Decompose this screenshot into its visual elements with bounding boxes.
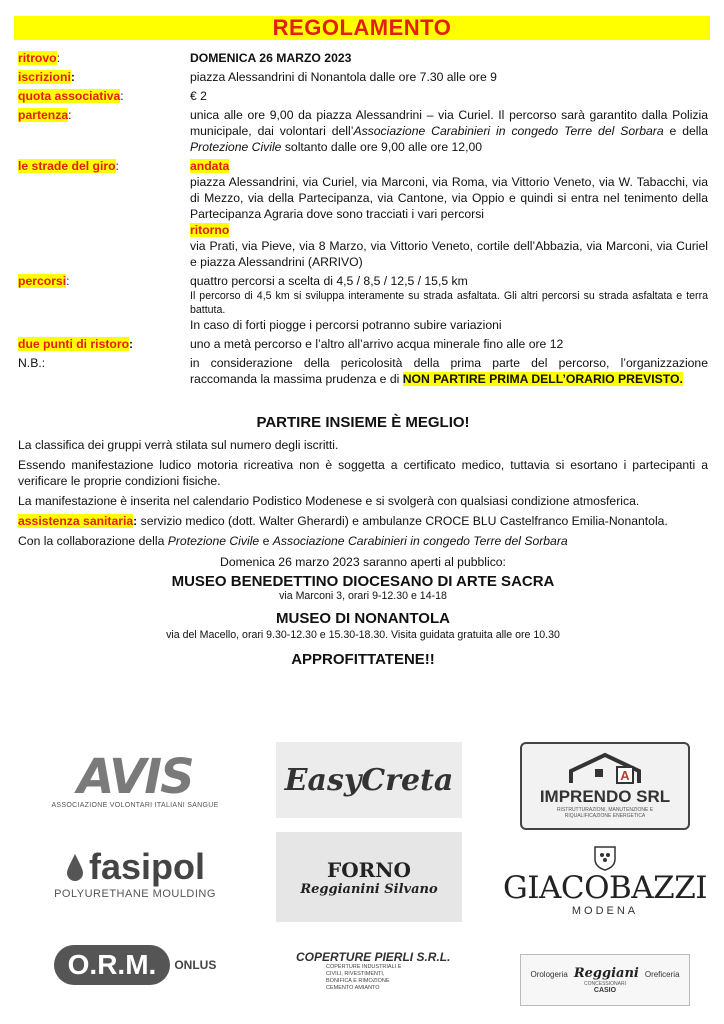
house-icon <box>565 753 645 787</box>
easycreta-logo-text: EasyCreta <box>284 762 454 798</box>
row-ristoro: due punti di ristoro: uno a metà percorso e l’altro all’arrivo acqua minerale fino alle ore 12 <box>18 336 708 352</box>
value-nb: in considerazione della pericolosità della prima parte del percorso, l’organizzazione raccomanda la massima prudenza e di NON PARTIRE PRIMA DELL’ORARIO PREVISTO. <box>190 356 708 386</box>
logo-easycreta <box>276 742 462 818</box>
drop-icon <box>65 852 85 882</box>
text-ritorno: via Prati, via Pieve, via 8 Marzo, via Vittorio Veneto, cortile dell’Abbazia, via Marconi, via Curiel e piazza Alessandrini (ARRIVO) <box>190 239 708 269</box>
grape-crest-icon <box>593 845 617 871</box>
value-iscrizioni: piazza Alessandrini di Nonantola dalle ore 7.30 alle ore 9 <box>190 70 497 84</box>
value-percorsi: quattro percorsi a scelta di 4,5 / 8,5 / 12,5 / 15,5 km Il percorso di 4,5 km si sviluppa interamente su strada asfaltata. Gli altri percorsi su strada asfaltata e terra battuta. In caso di forti piogge i percorsi potranno subire variazioni <box>190 274 708 332</box>
text-andata: piazza Alessandrini, via Curiel, via Marconi, via Roma, via Vittorio Veneto, via W. Tabacchi, via di Mezzo, via della Partecipanza, via Cantone, via Oppio e quindi si entra nel tenimento della Partecipanza Agraria dove sono tracciati i vari percorsi <box>190 175 708 221</box>
logo-fasipol <box>40 838 230 908</box>
title-banner <box>14 16 710 40</box>
logo-avis <box>40 742 230 818</box>
imprendo-logo-text: IMPRENDO SRL <box>539 787 671 806</box>
label-ritrovo: ritrovo <box>18 51 57 65</box>
giacobazzi-sub-text: MODENA <box>571 905 639 917</box>
museums-intro: Domenica 26 marzo 2023 saranno aperti al pubblico: <box>220 555 506 569</box>
value-strade <box>190 158 708 270</box>
pierli-lines: COPERTURE INDUSTRIALI E CIVILI, RIVESTIMENTI, BONIFICA E RIMOZIONE CEMENTO AMIANTO <box>326 964 402 991</box>
paragraph-collaborazione: Con la collaborazione della Protezione Civile e Associazione Carabinieri in congedo Terre del Sorbara <box>18 534 568 548</box>
logo-orm <box>40 930 230 1000</box>
forno-sub-text: Reggianini Silvano <box>300 881 438 897</box>
forno-logo-text: FORNO <box>327 857 411 882</box>
value-ritrovo: DOMENICA 26 MARZO 2023 <box>190 51 352 65</box>
row-nb <box>18 355 708 387</box>
museum-2-title: MUSEO DI NONANTOLA <box>276 610 450 627</box>
paragraph-calendario: La manifestazione è inserita nel calendario Podistico Modenese e si svolgerà con qualsiasi condizione atmosferica. <box>18 494 640 508</box>
paragraph-certificato: Essendo manifestazione ludico motoria ricreativa non è soggetta a certificato medico, tuttavia si esortano i partecipanti a verificare le proprie condizioni fisiche. <box>18 458 708 488</box>
label-partenza: partenza <box>18 108 69 122</box>
row-ritrovo: ritrovo: DOMENICA 26 MARZO 2023 <box>18 50 708 66</box>
fasipol-tagline: POLYURETHANE MOULDING <box>54 888 216 900</box>
label-andata: andata <box>190 159 230 173</box>
rules-list <box>18 50 708 390</box>
label-strade: le strade del giro <box>18 159 116 173</box>
museum-2-info: via del Macello, orari 9.30-12.30 e 15.30-18.30. Visita guidata gratuita alle ore 10.30 <box>166 629 560 641</box>
label-quota: quota associativa <box>18 89 121 103</box>
logo-imprendo <box>520 742 690 830</box>
row-iscrizioni: iscrizioni: piazza Alessandrini di Nonantola dalle ore 7.30 alle ore 9 <box>18 69 708 85</box>
cta-text: APPROFITTATENE!! <box>291 651 435 668</box>
pierli-logo-text: COPERTURE PIERLI S.R.L. <box>296 950 451 964</box>
reggiani-logo-text: Reggiani <box>573 966 639 981</box>
logo-forno <box>276 832 462 922</box>
paragraph-assistenza: assistenza sanitaria: servizio medico (dott. Walter Gherardi) e ambulanze CROCE BLU Castelfranco Emilia-Nonantola. <box>18 514 668 528</box>
logo-pierli <box>276 936 466 1006</box>
avis-tagline: ASSOCIAZIONE VOLONTARI ITALIANI SANGUE <box>51 801 219 809</box>
svg-text:A: A <box>620 768 630 783</box>
label-nb: N.B.: <box>18 356 46 370</box>
logo-giacobazzi <box>502 838 708 924</box>
warning-highlight: NON PARTIRE PRIMA DELL’ORARIO PREVISTO. <box>402 372 683 386</box>
value-ristoro: uno a metà percorso e l’altro all’arrivo acqua minerale fino alle ore 12 <box>190 337 564 351</box>
orm-sub-text: ONLUS <box>174 958 217 972</box>
paragraph-classifica: La classifica dei gruppi verrà stilata sul numero degli iscritti. <box>18 438 339 452</box>
row-quota: quota associativa: € 2 <box>18 88 708 104</box>
label-ritorno: ritorno <box>190 223 230 237</box>
avis-logo-text: AVIS <box>77 748 193 805</box>
info-section <box>18 414 708 668</box>
imprendo-tagline: RISTRUTTURAZIONI, MANUTENZIONE E RIQUALIFICAZIONE ENERGETICA <box>556 807 654 819</box>
value-quota: € 2 <box>190 89 207 103</box>
row-partenza: partenza: unica alle ore 9,00 da piazza Alessandrini – via Curiel. Il percorso sarà garantito dalla Polizia municipale, dai volontari dell’Associazione Carabinieri in congedo Terre del Sorbara e della Protezione Civile soltanto dalle ore 9,00 alle ore 12,00 <box>18 108 708 154</box>
label-percorsi: percorsi <box>18 274 67 288</box>
museum-1-info: via Marconi 3, orari 9-12.30 e 14-18 <box>279 590 447 602</box>
label-ristoro: due punti di ristoro <box>18 337 130 351</box>
value-partenza: unica alle ore 9,00 da piazza Alessandrini – via Curiel. Il percorso sarà garantito dalla Polizia municipale, dai volontari dell’Associazione Carabinieri in congedo Terre del Sorbara e della Protezione Civile soltanto dalle ore 9,00 alle ore 12,00 <box>190 108 708 154</box>
label-iscrizioni: iscrizioni <box>18 70 71 84</box>
row-percorsi: percorsi: quattro percorsi a scelta di 4,5 / 8,5 / 12,5 / 15,5 km Il percorso di 4,5 km si sviluppa interamente su strada asfaltata. Gli altri percorsi su strada asfaltata e terra battuta. In caso di forti piogge i percorsi potranno subire variazioni <box>18 274 708 332</box>
logo-reggiani: Orologeria Reggiani Oreficeria CONCESSIONARI CASIO <box>520 954 690 1006</box>
orm-logo-text: O.R.M. <box>54 945 171 985</box>
museum-1-title: MUSEO BENEDETTINO DIOCESANO DI ARTE SACRA <box>171 573 555 590</box>
giacobazzi-logo-text: GIACOBAZZI <box>502 870 708 906</box>
fasipol-logo-text: fasipol <box>88 846 205 887</box>
row-strade: le strade del giro: andata piazza Alessandrini, via Curiel, via Marconi, via Roma, via Vittorio Veneto, via W. Tabacchi, via di Mezzo, via della Partecipanza, via Cantone, via Oppio e quindi si entra nel tenimento della Partecipanza Agraria dove sono tracciati i vari percorsi ritorno via Prati, via Pieve, via 8 Marzo, via Vittorio Veneto, cortile dell’Abbazia, via Marconi, via Curiel e piazza Alessandrini (ARRIVO) <box>18 159 708 269</box>
page-title: REGOLAMENTO <box>272 15 452 40</box>
slogan: PARTIRE INSIEME È MEGLIO! <box>256 414 470 431</box>
